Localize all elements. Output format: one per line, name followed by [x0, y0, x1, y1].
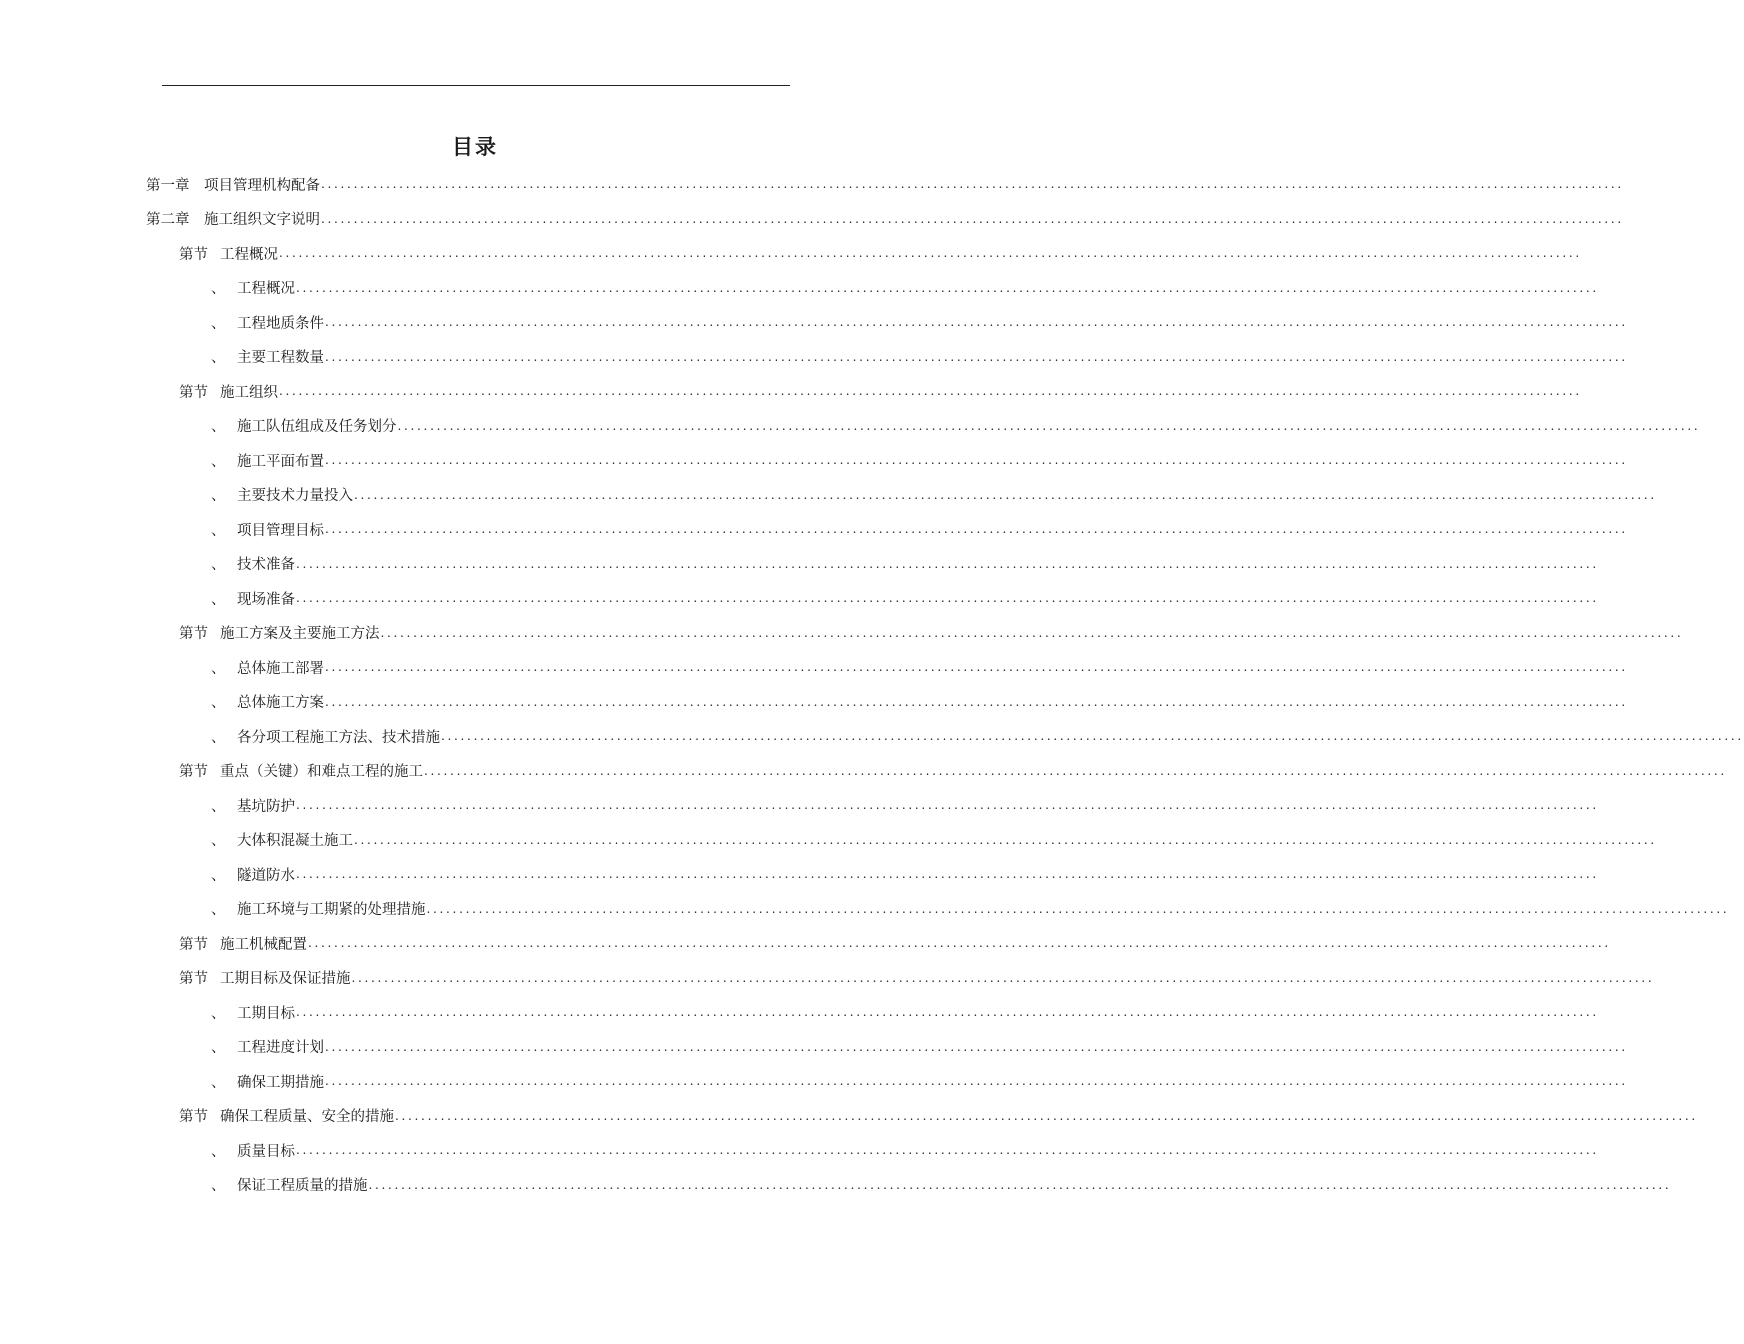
dot-leader: ........................................................................................................................................................................................................ [325, 660, 1628, 675]
toc-entry-number: 、 [211, 1074, 226, 1091]
toc-entry-number: 、 [211, 1143, 226, 1160]
toc-entry[interactable] [211, 409, 1701, 444]
toc-entry[interactable] [211, 823, 1657, 858]
toc-entry[interactable] [211, 857, 1599, 892]
toc-entry[interactable] [211, 1030, 1628, 1065]
toc-entry[interactable] [211, 719, 1744, 754]
toc-entry[interactable] [211, 512, 1628, 547]
dot-leader: ........................................................................................................................................................................................................ [296, 1005, 1599, 1020]
toc-entry[interactable] [146, 167, 1624, 202]
dot-leader: ........................................................................................................................................................................................................ [279, 384, 1582, 399]
toc-entry[interactable] [211, 892, 1730, 927]
toc-entry[interactable] [179, 616, 1684, 651]
toc-entry-number: 、 [211, 488, 226, 505]
toc-entry-title: 工程进度计划 [237, 1040, 324, 1057]
toc-entry-title: 施工组织文字说明 [204, 212, 320, 229]
toc-entry-number: 、 [211, 453, 226, 470]
toc-entry[interactable] [146, 202, 1624, 237]
toc-entry-title: 工程概况 [220, 246, 278, 263]
dot-leader: ........................................................................................................................................................................................................ [321, 177, 1624, 192]
toc-entry-number: 、 [211, 315, 226, 332]
dot-leader: ........................................................................................................................................................................................................ [426, 901, 1730, 916]
dot-leader: ........................................................................................................................................................................................................ [351, 970, 1655, 985]
toc-entry-number: 第节 [179, 626, 208, 643]
toc-entry[interactable] [179, 961, 1655, 996]
toc-entry-title: 保证工程质量的措施 [237, 1178, 368, 1195]
toc-entry-number: 、 [211, 695, 226, 712]
toc-title: 目录 [452, 135, 498, 159]
toc-entry-title: 现场准备 [237, 591, 295, 608]
toc-entry[interactable] [211, 271, 1599, 306]
toc-entry-title: 总体施工部署 [237, 660, 324, 677]
toc-entry-number: 第节 [179, 971, 208, 988]
toc-entry-title: 施工平面布置 [237, 453, 324, 470]
toc-entry[interactable] [211, 995, 1599, 1030]
toc-entry-title: 技术准备 [237, 557, 295, 574]
dot-leader: ........................................................................................................................................................................................................ [296, 1143, 1599, 1158]
dot-leader: ........................................................................................................................................................................................................ [325, 694, 1628, 709]
toc-entry-title: 主要技术力量投入 [237, 488, 353, 505]
toc-entry-title: 项目管理机构配备 [204, 177, 320, 194]
toc-entry-title: 施工方案及主要施工方法 [220, 626, 380, 643]
toc-entry[interactable] [179, 754, 1727, 789]
toc-entry[interactable] [211, 478, 1657, 513]
toc-entry[interactable] [211, 1064, 1628, 1099]
dot-leader: ........................................................................................................................................................................................................ [441, 729, 1744, 744]
dot-leader: ........................................................................................................................................................................................................ [321, 211, 1624, 226]
toc-entry-title: 工程概况 [237, 281, 295, 298]
toc-entry-number: 第一章 [146, 177, 190, 194]
toc-entry-number: 、 [211, 1178, 226, 1195]
toc-entry-number: 第二章 [146, 212, 190, 229]
toc-entry-title: 工期目标 [237, 1005, 295, 1022]
toc-entry[interactable] [211, 340, 1628, 375]
toc-entry-number: 、 [211, 419, 226, 436]
toc-entry[interactable] [211, 443, 1628, 478]
toc-entry-number: 、 [211, 798, 226, 815]
dot-leader: ........................................................................................................................................................................................................ [296, 556, 1599, 571]
dot-leader: ........................................................................................................................................................................................................ [325, 1074, 1628, 1089]
toc-entry-number: 、 [211, 833, 226, 850]
toc-entry[interactable] [211, 685, 1628, 720]
dot-leader: ........................................................................................................................................................................................................ [296, 280, 1599, 295]
toc-entry-title: 重点（关键）和难点工程的施工 [220, 764, 423, 781]
dot-leader: ........................................................................................................................................................................................................ [296, 591, 1599, 606]
dot-leader: ........................................................................................................................................................................................................ [296, 867, 1599, 882]
toc-entry[interactable] [211, 1133, 1599, 1168]
dot-leader: ........................................................................................................................................................................................................ [397, 418, 1701, 433]
toc-entry-title: 总体施工方案 [237, 695, 324, 712]
toc-entry-number: 、 [211, 867, 226, 884]
toc-entry-number: 第节 [179, 936, 208, 953]
toc-entry-number: 第节 [179, 384, 208, 401]
toc-entry-number: 、 [211, 350, 226, 367]
dot-leader: ........................................................................................................................................................................................................ [380, 625, 1684, 640]
toc-entry-title: 施工组织 [220, 384, 278, 401]
toc-entry-title: 质量目标 [237, 1143, 295, 1160]
toc-entry-title: 主要工程数量 [237, 350, 324, 367]
toc-entry[interactable] [179, 374, 1582, 409]
toc-entry[interactable] [211, 305, 1628, 340]
dot-leader: ........................................................................................................................................................................................................ [368, 1177, 1672, 1192]
dot-leader: ........................................................................................................................................................................................................ [354, 832, 1657, 847]
toc-entry-title: 施工队伍组成及任务划分 [237, 419, 397, 436]
dot-leader: ........................................................................................................................................................................................................ [424, 763, 1727, 778]
dot-leader: ........................................................................................................................................................................................................ [325, 349, 1628, 364]
toc-entry[interactable] [211, 547, 1599, 582]
toc-entry-number: 第节 [179, 1109, 208, 1126]
toc-entry-number: 、 [211, 1040, 226, 1057]
dot-leader: ........................................................................................................................................................................................................ [325, 315, 1628, 330]
dot-leader: ........................................................................................................................................................................................................ [354, 487, 1657, 502]
toc-entry-number: 第节 [179, 246, 208, 263]
toc-entry-title: 施工环境与工期紧的处理措施 [237, 902, 426, 919]
toc-entry-number: 、 [211, 1005, 226, 1022]
toc-entry[interactable] [179, 1099, 1698, 1134]
header-rule [162, 85, 790, 86]
toc-entry[interactable] [211, 1168, 1672, 1203]
toc-entry-number: 、 [211, 522, 226, 539]
toc-entry-title: 工期目标及保证措施 [220, 971, 351, 988]
toc-entry[interactable] [211, 581, 1599, 616]
toc-entry[interactable] [179, 236, 1582, 271]
toc-entry-title: 确保工程质量、安全的措施 [220, 1109, 394, 1126]
dot-leader: ........................................................................................................................................................................................................ [395, 1108, 1698, 1123]
toc-entry-number: 、 [211, 557, 226, 574]
toc-entry-title: 隧道防水 [237, 867, 295, 884]
dot-leader: ........................................................................................................................................................................................................ [325, 453, 1628, 468]
dot-leader: ........................................................................................................................................................................................................ [325, 522, 1628, 537]
toc-entry-number: 第节 [179, 764, 208, 781]
toc-entry[interactable] [179, 926, 1611, 961]
toc-entry[interactable] [211, 650, 1628, 685]
toc-entry[interactable] [211, 788, 1599, 823]
toc-entry-number: 、 [211, 902, 226, 919]
toc-entry-title: 基坑防护 [237, 798, 295, 815]
toc-entry-title: 工程地质条件 [237, 315, 324, 332]
toc-entry-title: 施工机械配置 [220, 936, 307, 953]
toc-entry-number: 、 [211, 591, 226, 608]
toc-entry-title: 项目管理目标 [237, 522, 324, 539]
toc-entry-number: 、 [211, 281, 226, 298]
dot-leader: ........................................................................................................................................................................................................ [308, 936, 1611, 951]
toc-entry-title: 确保工期措施 [237, 1074, 324, 1091]
toc-entry-title: 各分项工程施工方法、技术措施 [237, 729, 440, 746]
toc-entry-title: 大体积混凝土施工 [237, 833, 353, 850]
dot-leader: ........................................................................................................................................................................................................ [279, 246, 1582, 261]
toc-entry-number: 、 [211, 660, 226, 677]
dot-leader: ........................................................................................................................................................................................................ [296, 798, 1599, 813]
toc-entry-number: 、 [211, 729, 226, 746]
dot-leader: ........................................................................................................................................................................................................ [325, 1039, 1628, 1054]
